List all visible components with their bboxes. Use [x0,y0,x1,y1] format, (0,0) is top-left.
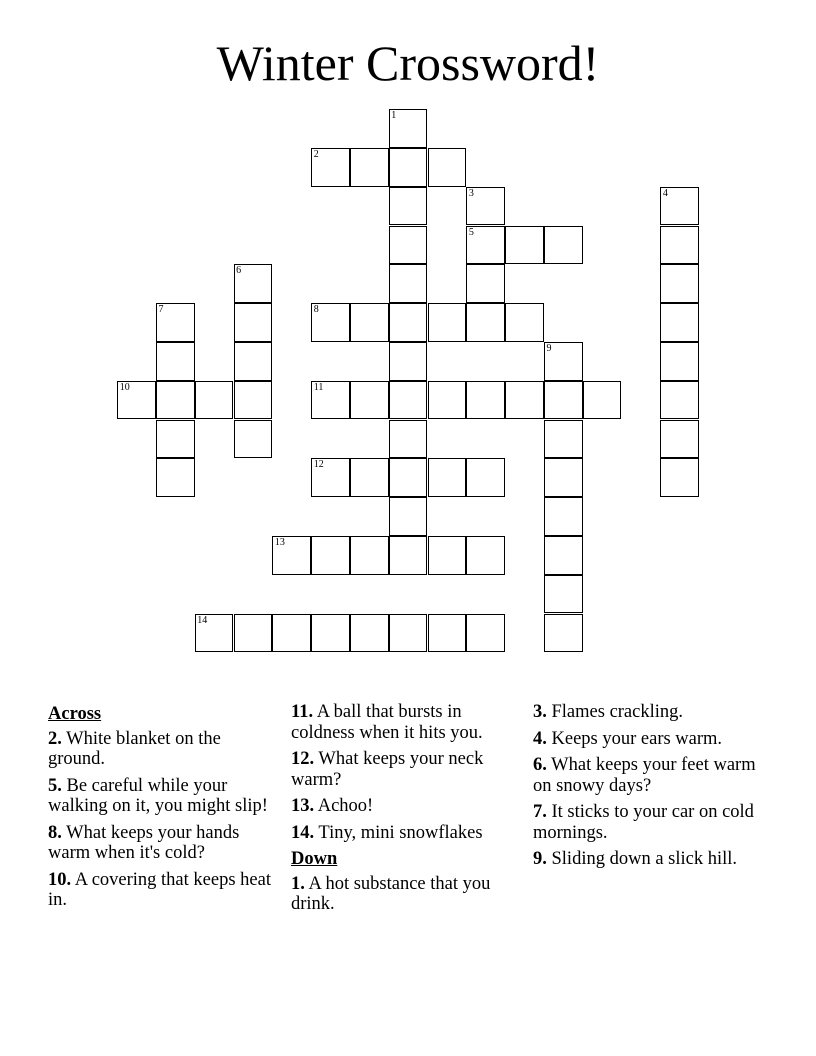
crossword-cell[interactable] [428,614,467,653]
cell-number: 13 [274,537,285,548]
clue-down-9 [533,849,761,870]
crossword-cell[interactable] [505,381,544,420]
clue-down-4 [533,729,761,750]
clue-across-5 [48,776,276,817]
crossword-cell[interactable] [350,303,389,342]
crossword-cell[interactable] [389,614,428,653]
clue-number: 1. [291,873,305,894]
crossword-cell[interactable] [389,187,428,226]
clue-number: 3. [533,702,547,722]
clue-text: Tiny, mini snowflakes [318,822,483,843]
clue-number: 5. [48,775,62,796]
clue-text: A covering that keeps heat in. [48,869,271,910]
clue-text: White blanket on the ground. [48,728,221,769]
cell-number: 3 [468,187,474,199]
clues-column-3 [533,702,761,876]
crossword-cell[interactable] [660,342,699,381]
crossword-cell[interactable] [234,420,273,459]
crossword-cell[interactable] [466,536,505,575]
clue-text: It sticks to your car on cold mornings. [533,802,754,843]
crossword-cell[interactable] [660,303,699,342]
across-heading: Across [48,704,102,724]
clue-number: 6. [533,755,547,775]
cell-number: 7 [158,304,164,316]
crossword-cell[interactable] [428,148,467,187]
crossword-cell[interactable] [428,381,467,420]
crossword-cell[interactable] [311,614,350,653]
crossword-cell[interactable] [234,303,273,342]
crossword-cell[interactable] [466,264,505,303]
clue-number: 10. [48,869,72,890]
page-title: Winter Crossword! [216,35,600,91]
crossword-cell[interactable] [466,187,505,226]
clue-text: Sliding down a slick hill. [551,849,738,869]
crossword-cell[interactable] [544,342,583,381]
clue-across-2 [48,729,276,770]
cell-number: 1 [391,110,397,122]
clue-text: What keeps your neck warm? [291,749,484,790]
crossword-cell[interactable] [311,381,350,420]
cell-number: 8 [313,304,319,316]
crossword-cell[interactable] [466,303,505,342]
crossword-cell[interactable] [428,536,467,575]
clue-number: 2. [48,728,62,749]
crossword-cell[interactable] [311,458,350,497]
cell-number: 12 [313,459,324,471]
down-heading: Down [291,849,338,869]
cell-number: 4 [662,187,668,199]
crossword-cell[interactable] [389,342,428,381]
crossword-cell[interactable] [311,148,350,187]
crossword-cell[interactable] [272,536,311,575]
crossword-cell[interactable] [350,458,389,497]
crossword-cell[interactable] [466,381,505,420]
crossword-cell[interactable] [544,420,583,459]
clue-across-13 [291,796,521,817]
clue-number: 11. [291,702,314,722]
crossword-cell[interactable] [156,342,195,381]
crossword-cell[interactable] [350,148,389,187]
clue-down-3 [533,702,761,723]
crossword-cell[interactable] [466,226,505,265]
crossword-cell[interactable] [156,381,195,420]
crossword-cell[interactable] [660,187,699,226]
crossword-cell[interactable] [544,458,583,497]
clue-across-10 [48,870,276,911]
crossword-cell[interactable] [234,264,273,303]
clue-text: A ball that bursts in coldness when it hits you. [291,702,483,743]
crossword-cell[interactable] [117,381,156,420]
clue-across-12 [291,749,521,790]
crossword-cell[interactable] [156,303,195,342]
clue-number: 8. [48,822,62,843]
clue-text: Be careful while your walking on it, you might slip! [48,775,268,816]
crossword-cell[interactable] [544,614,583,653]
crossword-cell[interactable] [544,497,583,536]
clue-number: 9. [533,849,547,869]
crossword-cell[interactable] [156,458,195,497]
clue-down-1 [291,874,521,915]
cell-number: 6 [236,265,242,277]
crossword-cell[interactable] [350,381,389,420]
crossword-cell[interactable] [389,420,428,459]
crossword-cell[interactable] [389,226,428,265]
clue-down-6 [533,755,761,796]
clue-text: What keeps your hands warm when it's cold? [48,822,240,863]
crossword-cell[interactable] [660,458,699,497]
crossword-cell[interactable] [350,536,389,575]
clue-text: What keeps your feet warm on snowy days? [533,755,756,796]
crossword-cell[interactable] [466,614,505,653]
crossword-cell[interactable] [272,614,311,653]
crossword-cell[interactable] [234,614,273,653]
clue-text: Keeps your ears warm. [551,728,723,749]
crossword-cell[interactable] [660,381,699,420]
crossword-cell[interactable] [156,420,195,459]
crossword-cell[interactable] [660,226,699,265]
cell-number: 10 [119,381,130,393]
crossword-cell[interactable] [389,148,428,187]
crossword-cell[interactable] [389,536,428,575]
crossword-cell[interactable] [195,614,234,653]
cell-number: 11 [313,381,324,393]
crossword-cell[interactable] [505,303,544,342]
clue-across-8 [48,823,276,864]
crossword-cell[interactable] [583,381,622,420]
crossword-cell[interactable] [544,381,583,420]
crossword-cell[interactable] [234,381,273,420]
crossword-cell[interactable] [505,226,544,265]
clue-number: 14. [291,822,315,843]
clue-number: 13. [291,796,315,816]
crossword-cell[interactable] [389,264,428,303]
cell-number: 2 [313,149,319,160]
crossword-cell[interactable] [544,226,583,265]
clue-across-14 [291,823,521,844]
crossword-cell[interactable] [389,109,428,148]
crossword-cell[interactable] [311,536,350,575]
clue-text: A hot substance that you drink. [291,873,491,914]
clue-across-11 [291,702,521,743]
clue-number: 4. [533,728,547,749]
crossword-cell[interactable] [660,264,699,303]
crossword-cell[interactable] [660,420,699,459]
crossword-cell[interactable] [311,303,350,342]
clue-text: Flames crackling. [551,702,684,722]
crossword-cell[interactable] [234,342,273,381]
crossword-cell[interactable] [389,458,428,497]
crossword-cell[interactable] [350,614,389,653]
crossword-cell[interactable] [389,303,428,342]
crossword-cell[interactable] [544,575,583,614]
crossword-cell[interactable] [389,381,428,420]
clue-number: 7. [533,802,547,822]
clue-down-7 [533,802,761,843]
clues-column-1 [48,702,276,917]
crossword-cell[interactable] [466,458,505,497]
clue-text: Achoo! [317,796,374,816]
clues-column-2 [291,702,521,921]
cell-number: 14 [197,614,208,626]
clue-number: 12. [291,749,315,769]
crossword-cell[interactable] [428,458,467,497]
cell-number: 9 [546,343,552,354]
crossword-cell[interactable] [389,497,428,536]
cell-number: 5 [468,226,474,238]
crossword-cell[interactable] [544,536,583,575]
crossword-cell[interactable] [195,381,234,420]
crossword-cell[interactable] [428,303,467,342]
